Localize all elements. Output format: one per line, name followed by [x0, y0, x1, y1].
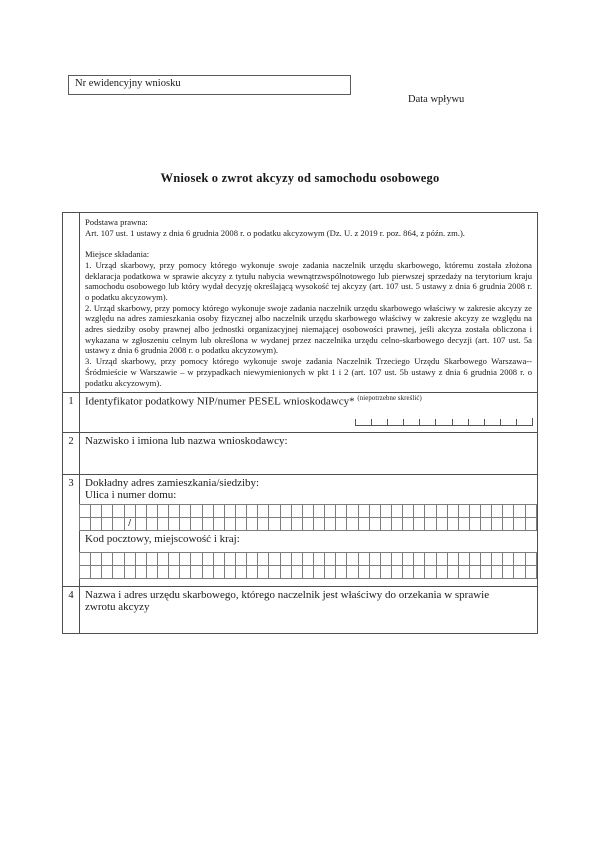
- grid-cell[interactable]: [180, 553, 191, 565]
- grid-cell[interactable]: [459, 518, 470, 530]
- street-grid[interactable]: [79, 504, 537, 531]
- pesel-digit-cell[interactable]: [452, 419, 468, 426]
- grid-cell[interactable]: [247, 518, 258, 530]
- grid-cell[interactable]: [325, 505, 336, 517]
- grid-cell[interactable]: [425, 566, 436, 578]
- grid-cell[interactable]: [102, 566, 113, 578]
- grid-cell[interactable]: [392, 518, 403, 530]
- grid-cell[interactable]: [80, 566, 91, 578]
- grid-cell[interactable]: [169, 553, 180, 565]
- pesel-digit-cell[interactable]: [484, 419, 500, 426]
- grid-cell[interactable]: [336, 553, 347, 565]
- grid-cell[interactable]: [425, 518, 436, 530]
- grid-cell[interactable]: [281, 566, 292, 578]
- grid-cell[interactable]: [526, 566, 536, 578]
- grid-cell[interactable]: [113, 553, 124, 565]
- row-number-4: 4: [63, 587, 80, 633]
- grid-cell[interactable]: [514, 505, 525, 517]
- grid-cell[interactable]: [503, 566, 514, 578]
- grid-cell[interactable]: [459, 566, 470, 578]
- pesel-digit-cell[interactable]: [435, 419, 451, 426]
- grid-cell[interactable]: [325, 518, 336, 530]
- grid-cell[interactable]: [347, 505, 358, 517]
- grid-cell[interactable]: [314, 505, 325, 517]
- grid-cell[interactable]: [403, 566, 414, 578]
- grid-cell[interactable]: [203, 553, 214, 565]
- row-name: [63, 433, 537, 475]
- tax-office-content[interactable]: [80, 587, 537, 633]
- grid-cell[interactable]: [258, 505, 269, 517]
- grid-cell[interactable]: [314, 566, 325, 578]
- grid-cell[interactable]: [292, 553, 303, 565]
- grid-cell[interactable]: /: [125, 518, 136, 530]
- grid-cell[interactable]: [392, 553, 403, 565]
- grid-cell[interactable]: [303, 505, 314, 517]
- grid-cell[interactable]: [258, 566, 269, 578]
- grid-cell[interactable]: [459, 505, 470, 517]
- identifier-content: [80, 393, 537, 432]
- postal-grid[interactable]: [79, 552, 537, 579]
- grid-cell[interactable]: [347, 553, 358, 565]
- grid-cell[interactable]: [247, 566, 258, 578]
- form-title: Wniosek o zwrot akcyzy od samochodu osobowego: [160, 171, 440, 185]
- grid-cell[interactable]: [236, 518, 247, 530]
- grid-cell[interactable]: [470, 566, 481, 578]
- grid-cell[interactable]: [102, 553, 113, 565]
- grid-cell[interactable]: [102, 518, 113, 530]
- pesel-digit-cell[interactable]: [387, 419, 403, 426]
- grid-cell[interactable]: [203, 566, 214, 578]
- grid-cell[interactable]: [414, 505, 425, 517]
- grid-cell[interactable]: [225, 566, 236, 578]
- grid-cell[interactable]: [448, 505, 459, 517]
- identifier-label: Identyfikator podatkowy NIP/numer PESEL wnioskodawcy* $^{(niepotrzebne skreślić)}$: [85, 395, 422, 408]
- address-label: Dokładny adres zamieszkania/siedziby:: [85, 477, 260, 489]
- grid-cell[interactable]: [125, 505, 136, 517]
- grid-cell[interactable]: [247, 505, 258, 517]
- grid-cell[interactable]: [503, 505, 514, 517]
- grid-cell[interactable]: [392, 505, 403, 517]
- grid-cell[interactable]: [180, 566, 191, 578]
- row-tax-office: [63, 587, 537, 633]
- grid-cell[interactable]: [236, 553, 247, 565]
- grid-cell[interactable]: [80, 505, 91, 517]
- grid-cell[interactable]: [113, 505, 124, 517]
- grid-cell[interactable]: [336, 505, 347, 517]
- pesel-digit-cell[interactable]: [468, 419, 484, 426]
- grid-cell[interactable]: [381, 566, 392, 578]
- grid-cell[interactable]: [336, 518, 347, 530]
- grid-cell[interactable]: [481, 553, 492, 565]
- grid-cell[interactable]: [448, 518, 459, 530]
- form-table: [62, 212, 538, 634]
- pesel-digit-cell[interactable]: [419, 419, 435, 426]
- grid-cell[interactable]: [481, 505, 492, 517]
- registry-number-label: Nr ewidencyjny wniosku: [75, 78, 181, 89]
- grid-cell[interactable]: [269, 553, 280, 565]
- grid-cell[interactable]: [80, 553, 91, 565]
- grid-cell[interactable]: [370, 566, 381, 578]
- grid-cell[interactable]: [470, 518, 481, 530]
- grid-cell[interactable]: [281, 553, 292, 565]
- grid-row: [80, 566, 536, 578]
- grid-cell[interactable]: [91, 553, 102, 565]
- grid-cell[interactable]: [314, 518, 325, 530]
- grid-cell[interactable]: [158, 518, 169, 530]
- grid-cell[interactable]: [347, 566, 358, 578]
- grid-cell[interactable]: [403, 553, 414, 565]
- grid-cell[interactable]: [225, 518, 236, 530]
- grid-cell[interactable]: [236, 566, 247, 578]
- grid-row: [80, 553, 536, 566]
- grid-cell[interactable]: [136, 553, 147, 565]
- identifier-note: (niepotrzebne skreślić): [357, 395, 422, 402]
- grid-cell[interactable]: [191, 518, 202, 530]
- grid-row: [80, 518, 536, 530]
- grid-cell[interactable]: [481, 518, 492, 530]
- grid-cell[interactable]: [425, 505, 436, 517]
- grid-row: [80, 505, 536, 518]
- grid-cell[interactable]: [459, 553, 470, 565]
- grid-cell[interactable]: [180, 518, 191, 530]
- grid-cell[interactable]: [437, 566, 448, 578]
- grid-cell[interactable]: [503, 553, 514, 565]
- grid-cell[interactable]: [292, 505, 303, 517]
- grid-cell[interactable]: [158, 505, 169, 517]
- grid-cell[interactable]: [325, 553, 336, 565]
- grid-cell[interactable]: [359, 566, 370, 578]
- grid-cell[interactable]: [481, 566, 492, 578]
- registry-number-box[interactable]: [68, 75, 351, 95]
- grid-cell[interactable]: [136, 566, 147, 578]
- postal-label: Kod pocztowy, miejscowość i kraj:: [85, 533, 240, 545]
- grid-cell[interactable]: [414, 518, 425, 530]
- grid-cell[interactable]: [191, 566, 202, 578]
- pesel-digit-cell[interactable]: [371, 419, 387, 426]
- tax-office-label: Nazwa i adres urzędu skarbowego, którego naczelnik jest właściwy do orzekania w sprawie zwrotu akcyzy: [85, 589, 490, 613]
- grid-cell[interactable]: [392, 566, 403, 578]
- grid-cell[interactable]: [359, 553, 370, 565]
- grid-cell[interactable]: [336, 566, 347, 578]
- grid-cell[interactable]: [470, 505, 481, 517]
- grid-cell[interactable]: [214, 566, 225, 578]
- grid-cell[interactable]: [113, 518, 124, 530]
- grid-cell[interactable]: [437, 505, 448, 517]
- grid-cell[interactable]: [437, 518, 448, 530]
- grid-cell[interactable]: [303, 566, 314, 578]
- row-identifier: [63, 393, 537, 433]
- grid-cell[interactable]: [448, 553, 459, 565]
- grid-cell[interactable]: [470, 553, 481, 565]
- grid-cell[interactable]: [403, 518, 414, 530]
- grid-cell[interactable]: [514, 518, 525, 530]
- legal-basis-heading: Podstawa prawna:: [85, 217, 148, 227]
- grid-cell[interactable]: [381, 553, 392, 565]
- pesel-digit-cell[interactable]: [516, 419, 532, 426]
- grid-cell[interactable]: [147, 566, 158, 578]
- row-number-3: 3: [63, 475, 80, 586]
- grid-cell[interactable]: [125, 553, 136, 565]
- grid-cell[interactable]: [514, 566, 525, 578]
- grid-cell[interactable]: [526, 505, 536, 517]
- pesel-comb[interactable]: [355, 418, 533, 426]
- grid-cell[interactable]: [258, 553, 269, 565]
- grid-cell[interactable]: [303, 553, 314, 565]
- grid-cell[interactable]: [136, 505, 147, 517]
- grid-cell[interactable]: [258, 518, 269, 530]
- grid-cell[interactable]: [414, 566, 425, 578]
- grid-cell[interactable]: [414, 553, 425, 565]
- name-content[interactable]: [80, 433, 537, 474]
- row-number-1: 1: [63, 393, 80, 432]
- pesel-digit-cell[interactable]: [355, 419, 371, 426]
- grid-cell[interactable]: [448, 566, 459, 578]
- grid-cell[interactable]: [125, 566, 136, 578]
- legal-section: [63, 213, 537, 393]
- grid-cell[interactable]: [281, 518, 292, 530]
- grid-cell[interactable]: [269, 505, 280, 517]
- filing-item-2: 2. Urząd skarbowy, przy pomocy którego wykonuje swoje zadania naczelnik urzędu skarbowego właściwy w zakresie akcyzy ze względu na adres zamieszkania osoby fizycznej albo naczelnik urzędu skarbowego właściwy w zakresie akcyzy ze względu na adres siedziby osoby prawnej albo jednostki organizacyjnej niemającej osobowości prawnej, jeśli akcyza została obliczona i wykazana w zgłoszeniu celnym lub określona w wydanej przez naczelnika urzędu celno-skarbowego decyzji (art. 107 ust. 5a ustawy z dnia 6 grudnia 2008 r. o podatku akcyzowym).: [85, 302, 532, 356]
- grid-cell[interactable]: [325, 566, 336, 578]
- grid-cell[interactable]: [191, 505, 202, 517]
- grid-cell[interactable]: [225, 553, 236, 565]
- filing-item-3: 3. Urząd skarbowy, przy pomocy którego wykonuje swoje zadania Naczelnik Trzeciego Urzędu Skarbowego Warszawa--Śródmieście w Warszawie – w przypadkach niewymienionych w pkt 1 i 2 (art. 107 ust. 5b ustawy z dnia 6 grudnia 2008 r. o podatku akcyzowym).: [85, 356, 532, 388]
- grid-cell[interactable]: [403, 505, 414, 517]
- grid-cell[interactable]: [214, 518, 225, 530]
- grid-cell[interactable]: [492, 505, 503, 517]
- date-received-label: Data wpływu: [408, 94, 465, 105]
- grid-cell[interactable]: [359, 505, 370, 517]
- filing-heading: Miejsce składania:: [85, 249, 150, 260]
- grid-cell[interactable]: [526, 518, 536, 530]
- legal-basis-text: Art. 107 ust. 1 ustawy z dnia 6 grudnia 2008 r. o podatku akcyzowym (Dz. U. z 2019 r. poz. 864, z późn. zm.).: [85, 227, 465, 238]
- pesel-digit-cell[interactable]: [500, 419, 516, 426]
- grid-cell[interactable]: [347, 518, 358, 530]
- row-number-2: 2: [63, 433, 80, 474]
- grid-cell[interactable]: [158, 553, 169, 565]
- grid-cell[interactable]: [102, 505, 113, 517]
- grid-cell[interactable]: [247, 553, 258, 565]
- grid-cell[interactable]: [147, 505, 158, 517]
- grid-cell[interactable]: [169, 505, 180, 517]
- grid-cell[interactable]: [147, 518, 158, 530]
- grid-cell[interactable]: [180, 505, 191, 517]
- address-content: [80, 475, 537, 586]
- grid-cell[interactable]: [80, 518, 91, 530]
- grid-cell[interactable]: [381, 505, 392, 517]
- row-number-cell-empty: [63, 213, 80, 392]
- grid-cell[interactable]: [370, 518, 381, 530]
- grid-cell[interactable]: [314, 553, 325, 565]
- filing-item-1: 1. Urząd skarbowy, przy pomocy którego wykonuje swoje zadania naczelnik urzędu skarbowego, któremu została złożona deklaracja podatkowa w sprawie akcyzy z tytułu nabycia wewnątrzwspólnotowego lub pierwszej sprzedaży na terytorium kraju samochodu osobowego lub który wydał decyzję określającą wysokość tej akcyzy (art. 107 ust. 5 ustawy z dnia 6 grudnia 2008 r. o podatku akcyzowym).: [85, 259, 532, 302]
- grid-cell[interactable]: [303, 518, 314, 530]
- grid-cell[interactable]: [492, 518, 503, 530]
- name-label: Nazwisko i imiona lub nazwa wnioskodawcy:: [85, 435, 288, 447]
- grid-cell[interactable]: [292, 518, 303, 530]
- grid-cell[interactable]: [147, 553, 158, 565]
- grid-cell[interactable]: [136, 518, 147, 530]
- grid-cell[interactable]: [269, 518, 280, 530]
- grid-cell[interactable]: [359, 518, 370, 530]
- grid-cell[interactable]: [381, 518, 392, 530]
- grid-cell[interactable]: [503, 518, 514, 530]
- grid-cell[interactable]: [437, 553, 448, 565]
- grid-cell[interactable]: [169, 518, 180, 530]
- grid-cell[interactable]: [370, 553, 381, 565]
- grid-cell[interactable]: [370, 505, 381, 517]
- grid-cell[interactable]: [91, 566, 102, 578]
- grid-cell[interactable]: [225, 505, 236, 517]
- grid-cell[interactable]: [91, 505, 102, 517]
- grid-cell[interactable]: [281, 505, 292, 517]
- grid-cell[interactable]: [492, 553, 503, 565]
- street-label: Ulica i numer domu:: [85, 489, 177, 501]
- grid-cell[interactable]: [514, 553, 525, 565]
- grid-cell[interactable]: [203, 518, 214, 530]
- grid-cell[interactable]: [203, 505, 214, 517]
- pesel-digit-cell[interactable]: [403, 419, 419, 426]
- grid-cell[interactable]: [113, 566, 124, 578]
- grid-cell[interactable]: [292, 566, 303, 578]
- grid-cell[interactable]: [169, 566, 180, 578]
- grid-cell[interactable]: [425, 553, 436, 565]
- legal-content: [80, 213, 537, 392]
- grid-cell[interactable]: [269, 566, 280, 578]
- grid-cell[interactable]: [91, 518, 102, 530]
- grid-cell[interactable]: [492, 566, 503, 578]
- grid-cell[interactable]: [236, 505, 247, 517]
- grid-cell[interactable]: [191, 553, 202, 565]
- grid-cell[interactable]: [214, 505, 225, 517]
- grid-cell[interactable]: [526, 553, 536, 565]
- grid-cell[interactable]: [158, 566, 169, 578]
- row-address: [63, 475, 537, 587]
- grid-cell[interactable]: [214, 553, 225, 565]
